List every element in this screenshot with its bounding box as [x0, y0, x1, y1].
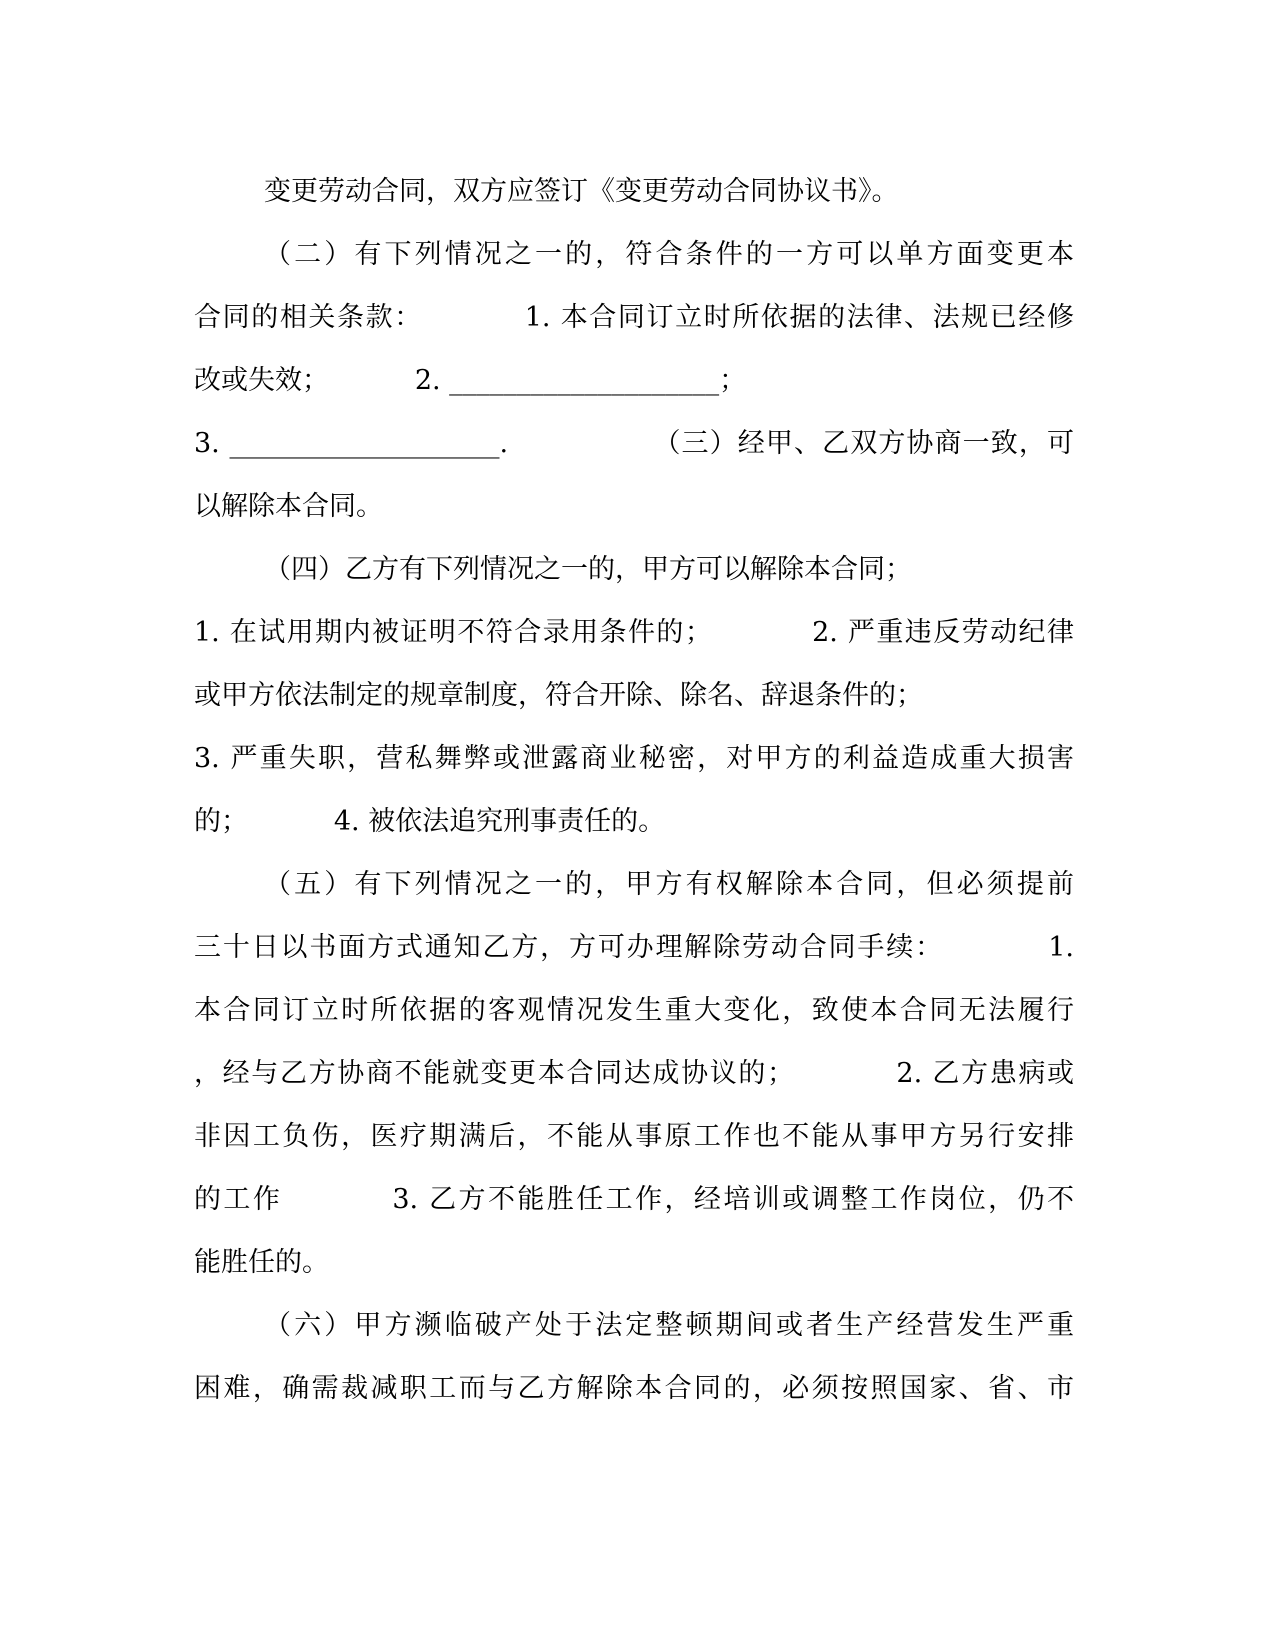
text-line: （五）有下列情况之一的，甲方有权解除本合同，但必须提前: [264, 869, 1074, 900]
text-line: 合同的相关条款： 1. 本合同订立时所依据的法律、法规已经修: [194, 302, 1074, 333]
text-line: （六）甲方濒临破产处于法定整顿期间或者生产经营发生严重: [264, 1310, 1074, 1341]
text-line: 变更劳动合同，双方应签订《变更劳动合同协议书》。: [264, 176, 899, 207]
text-line: （二）有下列情况之一的，符合条件的一方可以单方面变更本: [264, 239, 1074, 270]
text-line: 1. 在试用期内被证明不符合录用条件的； 2. 严重违反劳动纪律: [194, 617, 1074, 648]
text-line: 3. 严重失职，营私舞弊或泄露商业秘密，对甲方的利益造成重大损害: [194, 743, 1074, 774]
text-line: 本合同订立时所依据的客观情况发生重大变化，致使本合同无法履行: [194, 995, 1074, 1026]
text-line: 非因工负伤，医疗期满后，不能从事原工作也不能从事甲方另行安排: [194, 1121, 1074, 1152]
text-line: 或甲方依法制定的规章制度，符合开除、除名、辞退条件的；: [194, 680, 923, 711]
text-line: 的； 4. 被依法追究刑事责任的。: [194, 806, 666, 837]
text-line: 3. ____________________. （三）经甲、乙双方协商一致，可: [194, 428, 1074, 459]
text-line: 的工作 3. 乙方不能胜任工作，经培训或调整工作岗位，仍不: [194, 1184, 1074, 1215]
text-line: 困难，确需裁减职工而与乙方解除本合同的，必须按照国家、省、市: [194, 1373, 1074, 1404]
text-line: 改或失效； 2. ____________________；: [194, 365, 747, 396]
document-body: [194, 160, 1074, 1420]
text-line: 能胜任的。: [194, 1247, 329, 1278]
text-line: 三十日以书面方式通知乙方，方可办理解除劳动合同手续： 1.: [194, 932, 1074, 963]
text-line: 以解除本合同。: [194, 491, 383, 522]
text-line: （四）乙方有下列情况之一的，甲方可以解除本合同；: [264, 554, 912, 585]
text-line: ，经与乙方协商不能就变更本合同达成协议的； 2. 乙方患病或: [194, 1058, 1074, 1089]
